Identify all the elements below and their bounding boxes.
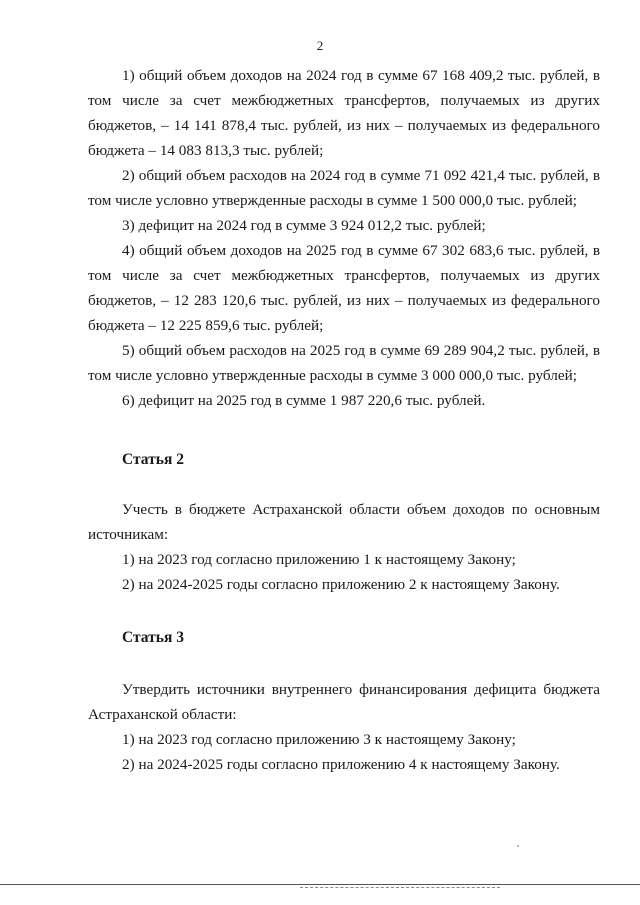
list-item: 4) общий объем доходов на 2025 год в сумме 67 302 683,6 тыс. рублей, в том числе за счет межбюджетных трансфертов, получаемых из других бюджетов, – 12 283 120,6 тыс. рублей, из них – получаемых из федерального бюджета – 12 225 859,6 тыс. рублей;	[88, 242, 600, 334]
article-2-body	[88, 497, 600, 597]
list-item: 6) дефицит на 2025 год в сумме 1 987 220,6 тыс. рублей.	[122, 392, 486, 409]
list-item: 2) на 2024-2025 годы согласно приложению 2 к настоящему Закону.	[122, 576, 560, 593]
article-3-heading: Статья 3	[122, 629, 184, 646]
list-item: 1) общий объем доходов на 2024 год в сумме 67 168 409,2 тыс. рублей, в том числе за счет межбюджетных трансфертов, получаемых из других бюджетов, – 14 141 878,4 тыс. рублей, из них – получаемых из федерального бюджета – 14 083 813,3 тыс. рублей;	[88, 67, 600, 159]
article-paragraph: Утвердить источники внутреннего финансирования дефицита бюджета Астраханской области:	[88, 681, 600, 723]
footer-rule-dash	[300, 887, 500, 888]
article-3-body	[88, 677, 600, 777]
list-item: 1) на 2023 год согласно приложению 3 к настоящему Закону;	[122, 731, 516, 748]
footer-rule	[0, 884, 640, 885]
page-number: 2	[316, 38, 324, 53]
list-item: 2) общий объем расходов на 2024 год в сумме 71 092 421,4 тыс. рублей, в том числе условно утвержденные расходы в сумме 1 500 000,0 тыс. рублей;	[88, 167, 600, 209]
list-item: 1) на 2023 год согласно приложению 1 к настоящему Закону;	[122, 551, 516, 568]
article-2-heading: Статья 2	[122, 451, 184, 468]
list-item: 3) дефицит на 2024 год в сумме 3 924 012,2 тыс. рублей;	[122, 217, 486, 234]
list-item: 5) общий объем расходов на 2025 год в сумме 69 289 904,2 тыс. рублей, в том числе условно утвержденные расходы в сумме 3 000 000,0 тыс. рублей;	[88, 342, 600, 384]
article-paragraph: Учесть в бюджете Астраханской области объем доходов по основным источникам:	[88, 501, 600, 543]
list-item: 2) на 2024-2025 годы согласно приложению 4 к настоящему Закону.	[122, 756, 560, 773]
budget-parameters-list	[88, 63, 600, 413]
scan-artifact	[517, 845, 519, 847]
